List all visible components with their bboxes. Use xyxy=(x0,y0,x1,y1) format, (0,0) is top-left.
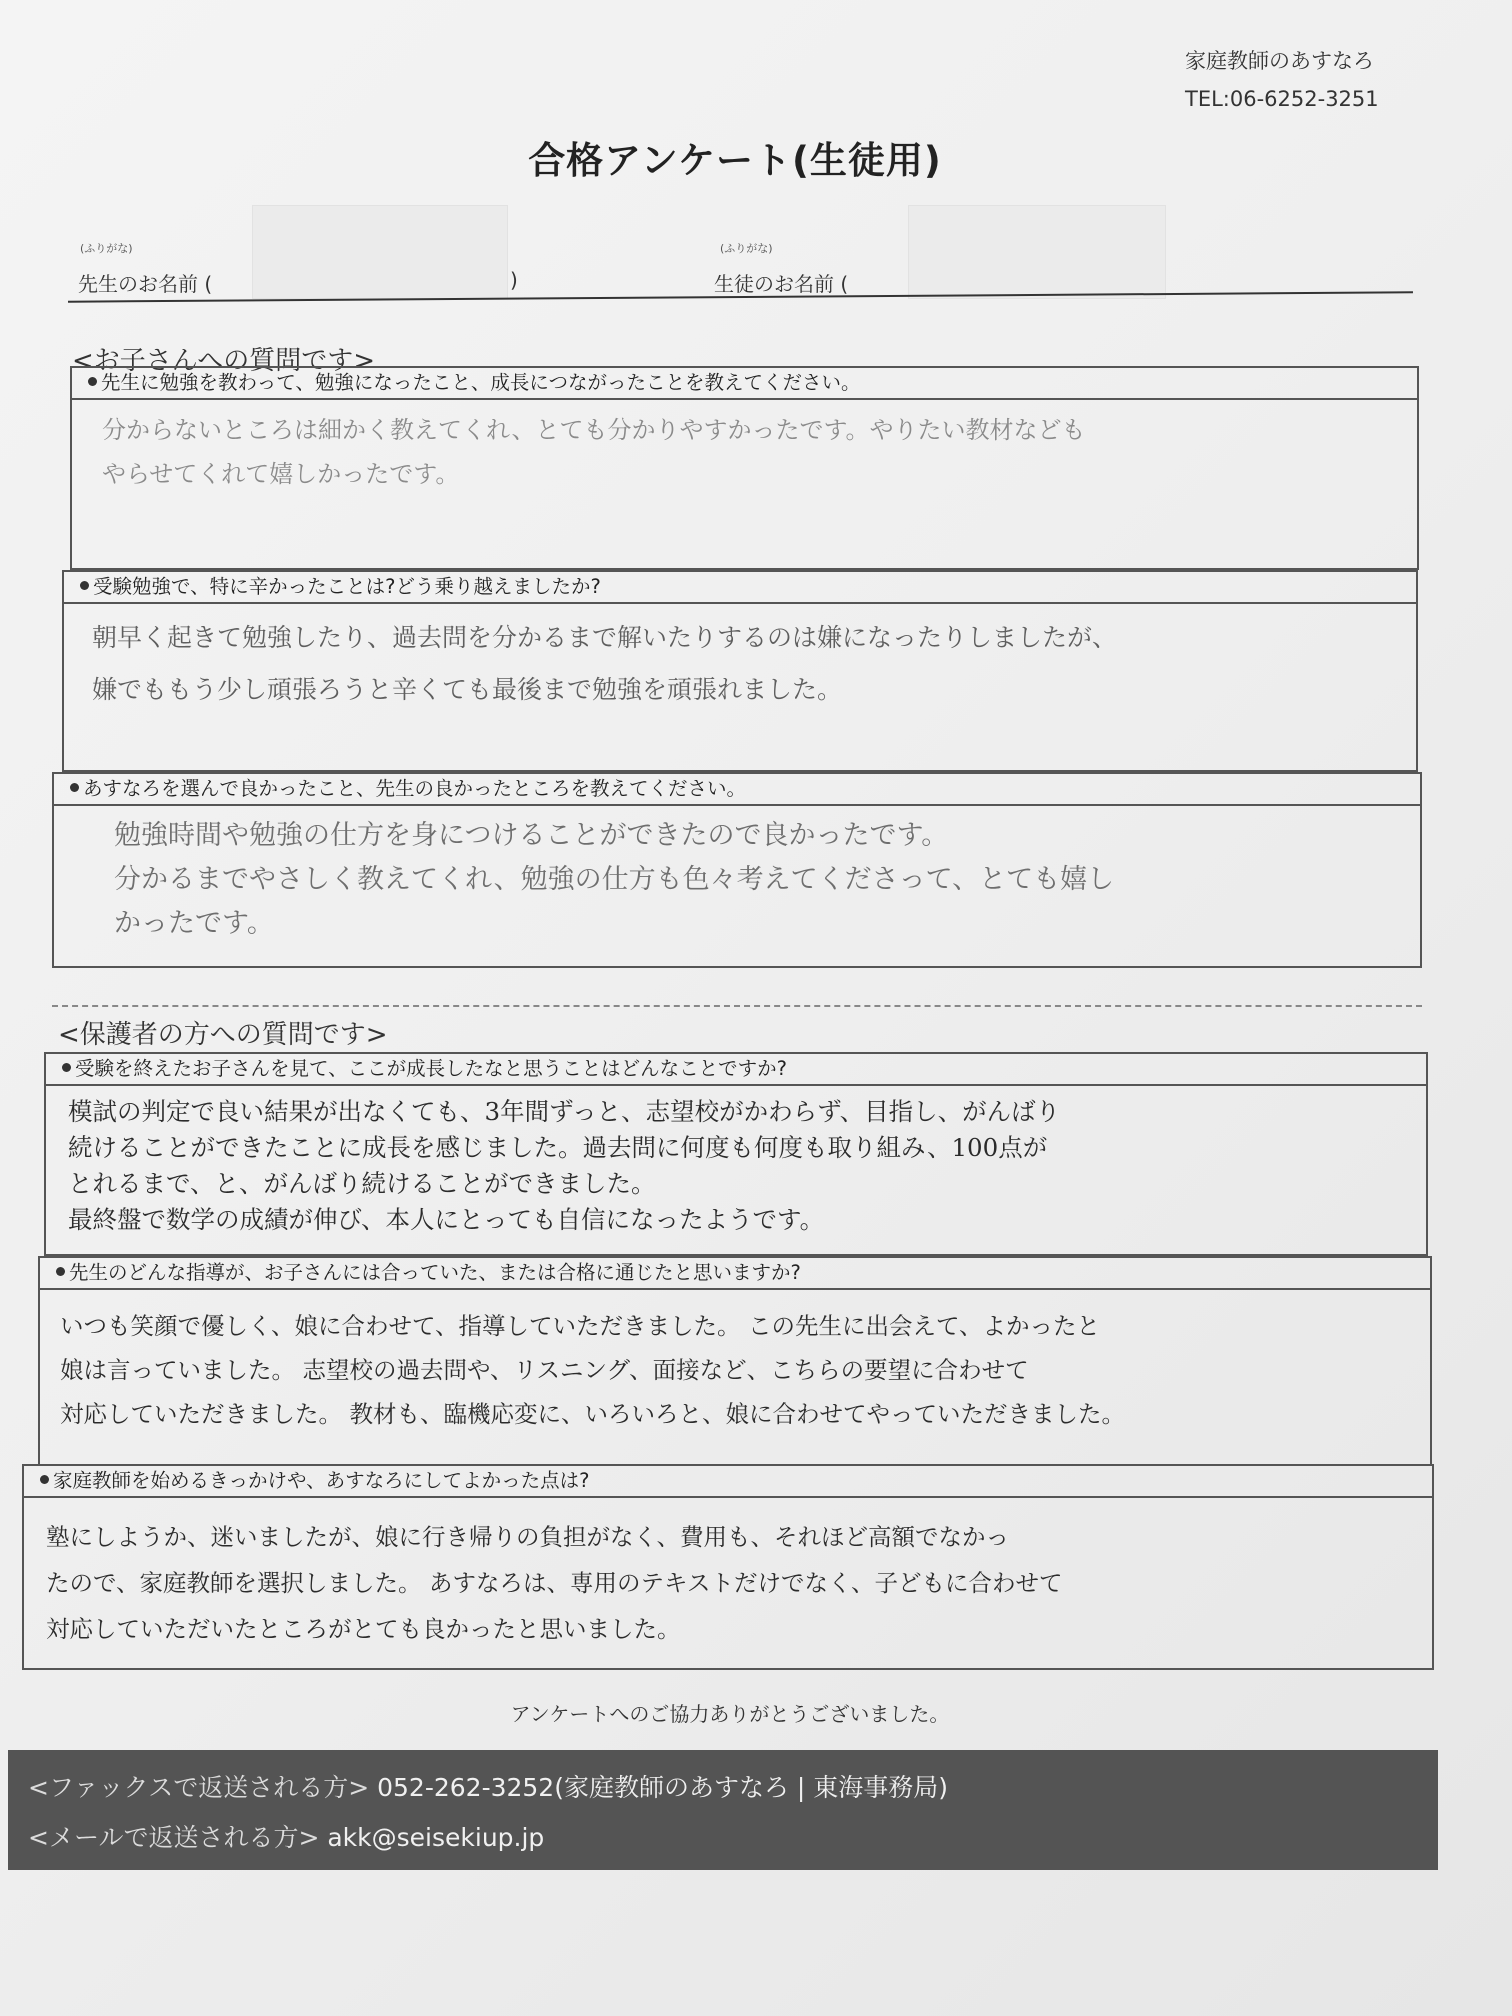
fax-return-number: 052-262-3252(家庭教師のあすなろ | 東海事務局) xyxy=(377,1773,949,1802)
fax-return-label: <ファックスで返送される方> xyxy=(28,1773,370,1802)
answer-line: やらせてくれて嬉しかったです。 xyxy=(102,460,460,488)
child-question-2-heading xyxy=(64,572,1416,604)
thanks-message: アンケートへのご協力ありがとうございました。 xyxy=(510,1702,950,1726)
parent-question-1 xyxy=(44,1052,1428,1256)
answer-line: 娘は言っていました。 志望校の過去問や、リスニング、面接など、こちらの要望に合わせて xyxy=(60,1356,1029,1384)
section-divider xyxy=(52,1005,1422,1007)
child-question-2 xyxy=(62,570,1418,772)
teacher-name-close: ) xyxy=(510,268,518,292)
answer-line: 模試の判定で良い結果が出なくても、3年間ずっと、志望校がかわらず、目指し、がんばり xyxy=(68,1097,1061,1126)
teacher-name-redaction xyxy=(252,205,508,299)
company-name: 家庭教師のあすなろ xyxy=(1185,49,1374,73)
student-name-label: 生徒のお名前 ( xyxy=(714,272,849,296)
parent-question-1-heading xyxy=(46,1054,1426,1086)
mail-return-label: <メールで返送される方> xyxy=(28,1823,320,1852)
bullet-icon xyxy=(80,581,89,590)
bullet-icon xyxy=(62,1063,71,1072)
child-question-2-text: 受験勉強で、特に辛かったことは?どう乗り越えましたか? xyxy=(93,575,601,598)
parent-question-3 xyxy=(22,1464,1434,1670)
answer-line: 朝早く起きて勉強したり、過去問を分かるまで解いたりするのは嫌になったりしましたが、 xyxy=(92,623,1118,652)
student-name-redaction xyxy=(908,205,1166,299)
fax-return-row xyxy=(28,1768,948,1804)
child-question-3-heading xyxy=(54,774,1420,806)
student-furigana-label: (ふりがな) xyxy=(720,242,773,255)
parent-question-2-heading xyxy=(40,1258,1430,1290)
parent-section-title: <保護者の方への質問です> xyxy=(58,1020,388,1050)
answer-line: とれるまで、と、がんばり続けることができました。 xyxy=(68,1169,656,1198)
parent-answer-2 xyxy=(40,1298,1430,1436)
answer-line: かったです。 xyxy=(114,908,274,939)
child-section-title: <お子さんへの質問です> xyxy=(72,346,376,376)
answer-line: 最終盤で数学の成績が伸び、本人にとっても自信になったようです。 xyxy=(68,1205,825,1234)
bullet-icon xyxy=(88,377,97,386)
child-question-1 xyxy=(70,366,1419,570)
parent-question-3-heading xyxy=(24,1466,1432,1498)
answer-line: 分かるまでやさしく教えてくれ、勉強の仕方も色々考えてくださって、とても嬉し xyxy=(114,864,1115,895)
mail-return-address: akk@seisekiup.jp xyxy=(327,1823,545,1852)
child-question-3 xyxy=(52,772,1422,968)
child-answer-1 xyxy=(72,402,1417,496)
parent-question-3-text: 家庭教師を始めるきっかけや、あすなろにしてよかった点は? xyxy=(53,1469,590,1492)
answer-line: 続けることができたことに成長を感じました。過去問に何度も何度も取り組み、100点が xyxy=(68,1133,1048,1162)
parent-answer-1 xyxy=(46,1088,1426,1238)
child-question-1-heading xyxy=(72,368,1417,400)
answer-line: 対応していただいたところがとても良かったと思いました。 xyxy=(46,1615,681,1643)
answer-line: 嫌でももう少し頑張ろうと辛くても最後まで勉強を頑張れました。 xyxy=(92,675,843,704)
answer-line: 対応していただきました。 教材も、臨機応変に、いろいろと、娘に合わせてやっていただきました。 xyxy=(60,1400,1125,1428)
company-tel: TEL:06-6252-3251 xyxy=(1185,87,1379,111)
answer-line: 分からないところは細かく教えてくれ、とても分かりやすかったです。やりたい教材なども xyxy=(102,416,1086,444)
bullet-icon xyxy=(56,1267,65,1276)
parent-answer-3 xyxy=(24,1508,1432,1652)
company-header xyxy=(1185,42,1379,118)
parent-question-1-text: 受験を終えたお子さんを見て、ここが成長したなと思うことはどんなことですか? xyxy=(75,1057,787,1080)
parent-question-2-text: 先生のどんな指導が、お子さんには合っていた、または合格に通じたと思いますか? xyxy=(69,1261,801,1284)
parent-question-2 xyxy=(38,1256,1432,1466)
child-answer-2 xyxy=(64,606,1416,716)
child-question-1-text: 先生に勉強を教わって、勉強になったこと、成長につながったことを教えてください。 xyxy=(101,371,861,394)
teacher-name-label: 先生のお名前 ( xyxy=(78,272,213,296)
mail-return-row xyxy=(28,1818,544,1854)
answer-line: 塾にしようか、迷いましたが、娘に行き帰りの負担がなく、費用も、それほど高額でなかっ xyxy=(46,1523,1010,1551)
bullet-icon xyxy=(40,1475,49,1484)
answer-line: たので、家庭教師を選択しました。 あすなろは、専用のテキストだけでなく、子どもに合わせて xyxy=(46,1569,1063,1597)
child-question-3-text: あすなろを選んで良かったこと、先生の良かったところを教えてください。 xyxy=(83,777,747,800)
answer-line: いつも笑顔で優しく、娘に合わせて、指導していただきました。 この先生に出会えて、よかったと xyxy=(60,1312,1101,1340)
bullet-icon xyxy=(70,783,79,792)
answer-line: 勉強時間や勉強の仕方を身につけることができたので良かったです。 xyxy=(114,820,949,851)
return-info-footer xyxy=(8,1750,1438,1870)
child-answer-3 xyxy=(54,808,1420,946)
page-title: 合格アンケート(生徒用) xyxy=(528,139,942,182)
teacher-furigana-label: (ふりがな) xyxy=(80,242,133,255)
